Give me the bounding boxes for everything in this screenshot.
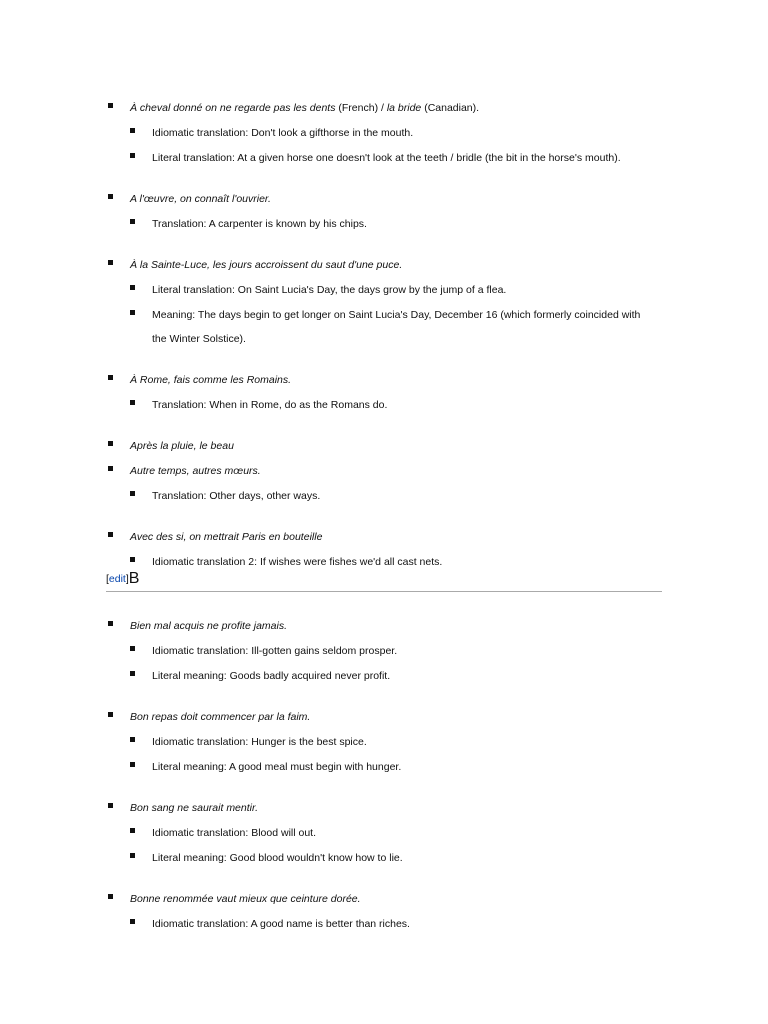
bullet-icon bbox=[130, 310, 135, 315]
bullet-icon bbox=[130, 828, 135, 833]
bracket-close: ] bbox=[125, 573, 129, 585]
bullet-icon bbox=[130, 557, 135, 562]
bullet-icon bbox=[108, 375, 113, 380]
bullet-icon bbox=[108, 803, 113, 808]
proverb-item: À la Sainte-Luce, les jours accroissent du saut d'une puce. bbox=[130, 259, 403, 271]
translation-item: Idiomatic translation: Blood will out. bbox=[152, 827, 316, 839]
proverb-item: Après la pluie, le beau bbox=[130, 440, 234, 452]
proverb-item: Avec des si, on mettrait Paris en bouteille bbox=[130, 531, 323, 543]
proverb-suffix: (French) / bbox=[335, 102, 387, 114]
translation-item: Translation: A carpenter is known by his chips. bbox=[152, 218, 367, 230]
bullet-icon bbox=[130, 671, 135, 676]
bullet-icon bbox=[108, 894, 113, 899]
translation-item-continued: the Winter Solstice). bbox=[152, 333, 246, 345]
translation-item: Meaning: The days begin to get longer on Saint Lucia's Day, December 16 (which formerly coincided with bbox=[152, 309, 641, 321]
bullet-icon bbox=[130, 646, 135, 651]
proverb-item: Bonne renommée vaut mieux que ceinture dorée. bbox=[130, 893, 361, 905]
bullet-icon bbox=[108, 260, 113, 265]
translation-item: Literal translation: On Saint Lucia's Day, the days grow by the jump of a flea. bbox=[152, 284, 507, 296]
translation-item: Idiomatic translation: Hunger is the best spice. bbox=[152, 736, 367, 748]
bullet-icon bbox=[108, 466, 113, 471]
bullet-icon bbox=[130, 128, 135, 133]
bullet-icon bbox=[130, 219, 135, 224]
edit-link[interactable]: edit bbox=[108, 573, 126, 585]
proverb-item: Bien mal acquis ne profite jamais. bbox=[130, 620, 287, 632]
translation-item: Literal meaning: Good blood wouldn't know how to lie. bbox=[152, 852, 403, 864]
proverb-item bbox=[130, 101, 479, 115]
bullet-icon bbox=[130, 153, 135, 158]
translation-item: Translation: Other days, other ways. bbox=[152, 490, 321, 502]
proverb-item: À Rome, fais comme les Romains. bbox=[130, 374, 292, 386]
bullet-icon bbox=[108, 532, 113, 537]
translation-item: Idiomatic translation 2: If wishes were fishes we'd all cast nets. bbox=[152, 556, 443, 568]
bullet-icon bbox=[130, 919, 135, 924]
bullet-icon bbox=[108, 441, 113, 446]
bullet-icon bbox=[130, 853, 135, 858]
proverb-item: Bon repas doit commencer par la faim. bbox=[130, 711, 311, 723]
section-title: B bbox=[128, 570, 140, 587]
bullet-icon bbox=[108, 103, 113, 108]
proverb-text: À cheval donné on ne regarde pas les dents bbox=[130, 102, 336, 114]
translation-item: Literal meaning: A good meal must begin with hunger. bbox=[152, 761, 402, 773]
translation-item: Literal translation: At a given horse one doesn't look at the teeth / bridle (the bit in the horse's mouth). bbox=[152, 152, 621, 164]
translation-item: Translation: When in Rome, do as the Romans do. bbox=[152, 399, 388, 411]
proverb-alt-text: la bride bbox=[386, 102, 422, 114]
proverb-item: Bon sang ne saurait mentir. bbox=[130, 802, 259, 814]
proverb-item: Autre temps, autres mœurs. bbox=[130, 465, 261, 477]
proverb-suffix: (Canadian). bbox=[421, 102, 480, 114]
proverb-item: A l'œuvre, on connaît l'ouvrier. bbox=[130, 193, 271, 205]
bullet-icon bbox=[130, 762, 135, 767]
bullet-icon bbox=[130, 491, 135, 496]
bullet-icon bbox=[108, 712, 113, 717]
section-divider bbox=[106, 591, 662, 592]
translation-item: Literal meaning: Goods badly acquired never profit. bbox=[152, 670, 391, 682]
bullet-icon bbox=[108, 621, 113, 626]
translation-item: Idiomatic translation: A good name is better than riches. bbox=[152, 918, 410, 930]
bullet-icon bbox=[130, 737, 135, 742]
bracket-open: [ bbox=[106, 573, 109, 585]
bullet-icon bbox=[130, 400, 135, 405]
translation-item: Idiomatic translation: Don't look a gifthorse in the mouth. bbox=[152, 127, 414, 139]
translation-item: Idiomatic translation: Ill-gotten gains seldom prosper. bbox=[152, 645, 398, 657]
section-heading-b bbox=[106, 571, 139, 587]
bullet-icon bbox=[108, 194, 113, 199]
bullet-icon bbox=[130, 285, 135, 290]
